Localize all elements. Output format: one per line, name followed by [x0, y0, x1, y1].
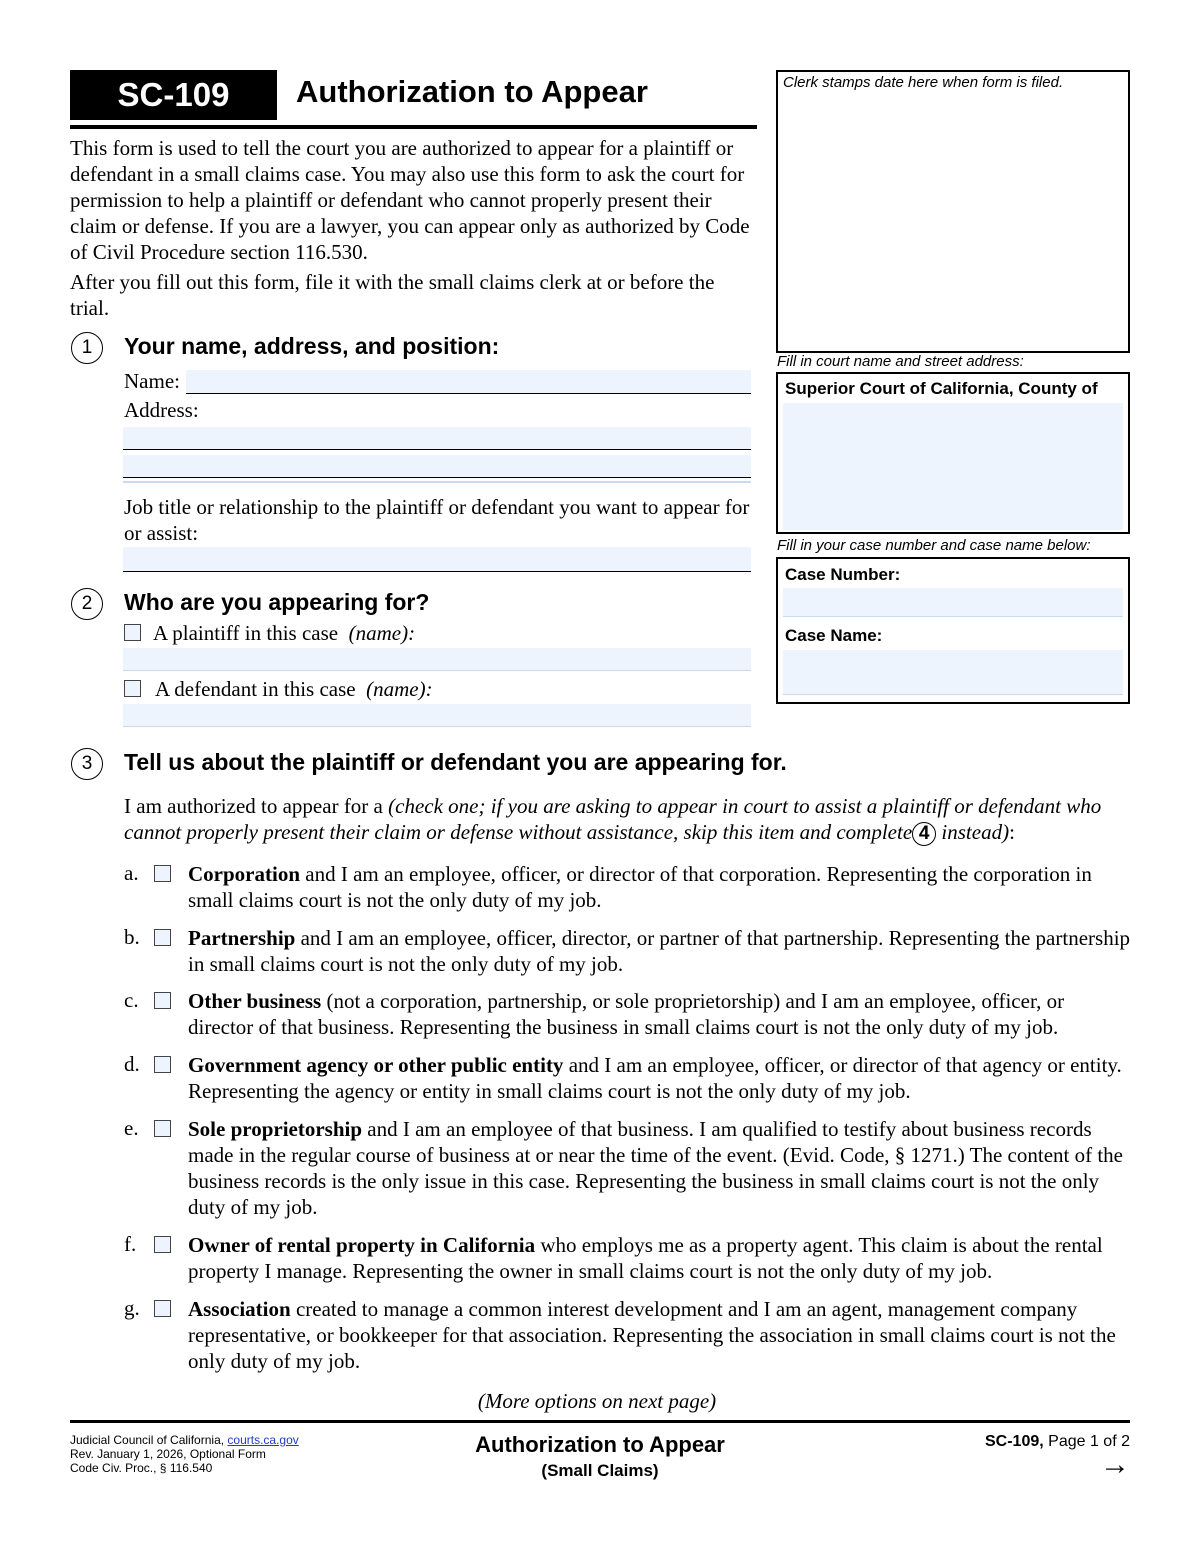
courts-link[interactable]: courts.ca.gov	[227, 1433, 299, 1447]
plaintiff-checkbox[interactable]	[124, 624, 141, 641]
plaintiff-label: A plaintiff in this case (name):	[153, 621, 416, 645]
intro-paragraph-2: After you fill out this form, file it with the small claims clerk at or before the trial.	[70, 270, 715, 320]
form-number: SC-109	[70, 70, 277, 120]
court-caption: Fill in court name and street address:	[777, 353, 1024, 370]
case-box	[776, 557, 1130, 704]
item-a-checkbox[interactable]	[154, 865, 171, 882]
section3-heading: Tell us about the plaintiff or defendant you are appearing for.	[124, 749, 787, 775]
section1-heading: Your name, address, and position:	[124, 333, 500, 359]
section2-heading: Who are you appearing for?	[124, 589, 430, 615]
footer-revision: Rev. January 1, 2026, Optional Form	[70, 1447, 266, 1461]
item-g-letter: g.	[124, 1296, 140, 1320]
defendant-name-field[interactable]	[123, 704, 751, 727]
clerk-stamp-label: Clerk stamps date here when form is filed.	[783, 74, 1064, 91]
item-c-checkbox[interactable]	[154, 992, 171, 1009]
footer-subtitle: (Small Claims)	[541, 1461, 659, 1480]
address-divider	[123, 481, 751, 483]
page-title: Authorization to Appear	[296, 74, 648, 109]
item-c-text: Other business (not a corporation, partnership, or sole proprietorship) and I am an employee, officer, or director of that business. Representing the business in small claims court is not the only duty of my job.	[188, 989, 1065, 1039]
plaintiff-name-field[interactable]	[123, 648, 751, 671]
item-b-checkbox[interactable]	[154, 929, 171, 946]
clerk-stamp-box	[776, 70, 1130, 353]
item-f-letter: f.	[124, 1232, 137, 1256]
item-g-text: Association created to manage a common interest development and I am an agent, management company representative, or bookkeeper for that association. Representing the association in small claims court is not the only duty of my job.	[188, 1297, 1116, 1373]
footer-title: Authorization to Appear	[475, 1432, 725, 1457]
item-ref-4: 4	[912, 822, 936, 846]
case-number-field[interactable]	[783, 588, 1123, 617]
item-f-checkbox[interactable]	[154, 1236, 171, 1253]
name-field[interactable]	[186, 370, 751, 394]
case-number-label: Case Number:	[785, 565, 901, 584]
item-b-letter: b.	[124, 925, 140, 949]
defendant-checkbox[interactable]	[124, 680, 141, 697]
item-d-text: Government agency or other public entity and I am an employee, officer, or director of that agency or entity. Representing the agency or entity in small claims court is not the only duty of my job.	[188, 1053, 1122, 1103]
footer-page-ref: SC-109, Page 1 of 2	[985, 1433, 1130, 1450]
address-label: Address:	[124, 398, 199, 422]
intro-paragraph: This form is used to tell the court you are authorized to appear for a plaintiff or defendant in a small claims case. You may also use this form to ask the court for permission to help a plaintiff or defendant who cannot properly present their claim or defense. If you are a lawyer, you can appear only as authorized by Code of Civil Procedure section 116.530.	[70, 136, 750, 264]
item-number-1: 1	[71, 332, 103, 364]
item-a-letter: a.	[124, 861, 139, 885]
case-name-field[interactable]	[783, 650, 1123, 695]
court-name-label: Superior Court of California, County of	[785, 379, 1098, 398]
footer-code: Code Civ. Proc., § 116.540	[70, 1461, 213, 1475]
title-rule	[70, 125, 757, 129]
footer-rule	[70, 1420, 1130, 1423]
item-d-checkbox[interactable]	[154, 1056, 171, 1073]
court-box	[776, 372, 1130, 534]
item-g-checkbox[interactable]	[154, 1300, 171, 1317]
defendant-label: A defendant in this case (name):	[155, 677, 433, 701]
address-line-1-field[interactable]	[123, 427, 751, 450]
item-a-text: Corporation and I am an employee, officer, or director of that corporation. Representing the corporation in small claims court is not the only duty of my job.	[188, 862, 1092, 912]
item-c-letter: c.	[124, 988, 139, 1012]
item-number-3: 3	[71, 748, 103, 780]
name-label: Name:	[124, 369, 180, 393]
more-options-note: (More options on next page)	[477, 1389, 717, 1413]
item-number-2: 2	[71, 588, 103, 620]
job-title-label: Job title or relationship to the plaintiff or defendant you want to appear for or assist:	[124, 495, 750, 545]
next-page-arrow-icon: →	[1100, 1448, 1130, 1481]
item-e-letter: e.	[124, 1116, 139, 1140]
address-line-2-field[interactable]	[123, 455, 751, 478]
court-address-field[interactable]	[783, 403, 1123, 530]
item-b-text: Partnership and I am an employee, officer, director, or partner of that partnership. Representing the partnership in small claims court is not the only duty of my job.	[188, 926, 1131, 976]
item-e-text: Sole proprietorship and I am an employee of that business. I am qualified to testify about business records made in the regular course of business at or near the time of the event. (Evid. Code, § 1271.) The content of the business records is the only issue in this case. Representing the business in small claims court is not the only duty of my job.	[188, 1117, 1123, 1219]
item-e-checkbox[interactable]	[154, 1120, 171, 1137]
item-f-text: Owner of rental property in California who employs me as a property agent. This claim is about the rental property I manage. Representing the owner in small claims court is not the only duty of my job.	[188, 1233, 1103, 1283]
item-d-letter: d.	[124, 1052, 140, 1076]
section3-intro: I am authorized to appear for a (check one; if you are asking to appear in court to assist a plaintiff or defendant who cannot properly present their claim or defense without assistance, skip this item and complete 4 instead):	[124, 794, 1102, 845]
job-title-field[interactable]	[123, 547, 751, 572]
footer-council: Judicial Council of California, courts.ca.gov	[70, 1433, 299, 1447]
case-caption: Fill in your case number and case name below:	[777, 537, 1091, 554]
case-name-label: Case Name:	[785, 626, 883, 645]
